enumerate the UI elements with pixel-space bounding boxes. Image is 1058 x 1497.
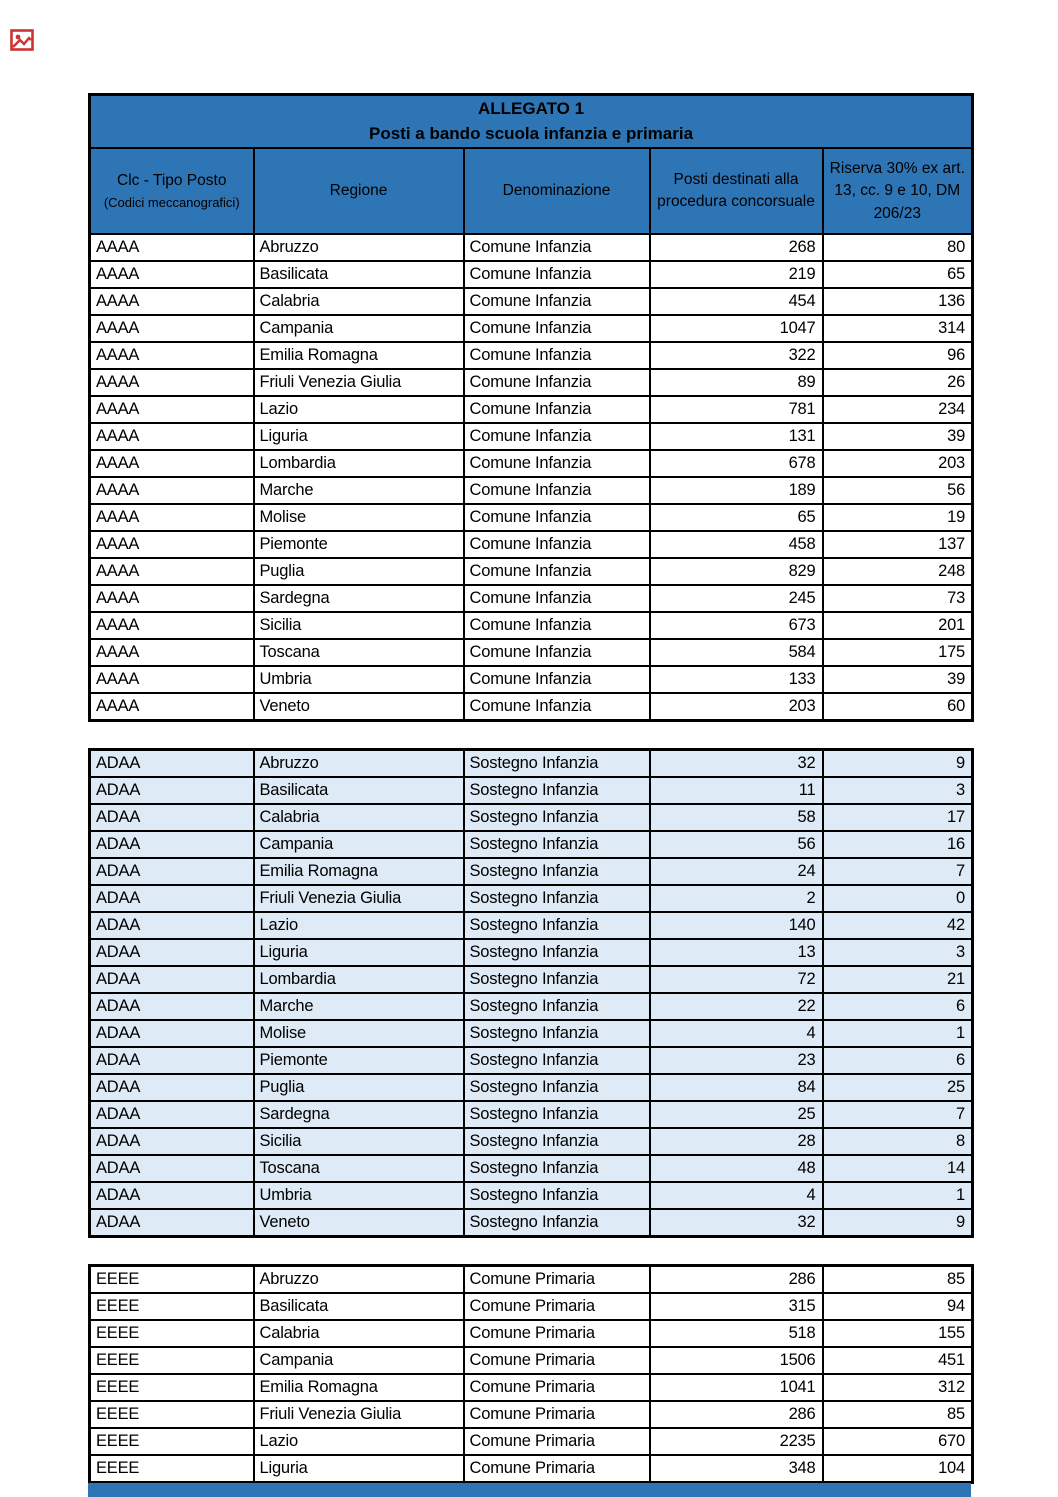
cell-tipo-posto: ADAA — [90, 1101, 254, 1128]
cell-posti: 286 — [650, 1401, 823, 1428]
table-row — [90, 1455, 973, 1483]
section-gap — [88, 1238, 971, 1264]
cell-denominazione: Comune Infanzia — [464, 342, 650, 369]
cell-regione: Abruzzo — [254, 750, 464, 778]
table-row — [90, 885, 973, 912]
cell-regione: Lombardia — [254, 450, 464, 477]
cell-denominazione: Sostegno Infanzia — [464, 1128, 650, 1155]
cell-riserva: 7 — [823, 858, 973, 885]
cell-tipo-posto: EEEE — [90, 1347, 254, 1374]
cell-posti: 4 — [650, 1182, 823, 1209]
cell-posti: 203 — [650, 693, 823, 721]
cell-denominazione: Sostegno Infanzia — [464, 750, 650, 778]
cell-tipo-posto: AAAA — [90, 369, 254, 396]
cell-tipo-posto: EEEE — [90, 1293, 254, 1320]
cell-denominazione: Comune Infanzia — [464, 504, 650, 531]
cell-tipo-posto: ADAA — [90, 1182, 254, 1209]
cell-riserva: 39 — [823, 423, 973, 450]
cell-posti: 23 — [650, 1047, 823, 1074]
cell-tipo-posto: AAAA — [90, 477, 254, 504]
column-header-tipo-posto-label: Clc - Tipo Posto — [117, 172, 227, 190]
cell-posti: 673 — [650, 612, 823, 639]
cell-regione: Piemonte — [254, 531, 464, 558]
cell-riserva: 96 — [823, 342, 973, 369]
cell-tipo-posto: ADAA — [90, 750, 254, 778]
cell-riserva: 248 — [823, 558, 973, 585]
cell-denominazione: Sostegno Infanzia — [464, 939, 650, 966]
cell-regione: Veneto — [254, 1209, 464, 1237]
cell-regione: Sicilia — [254, 612, 464, 639]
table-row — [90, 1155, 973, 1182]
cell-tipo-posto: ADAA — [90, 939, 254, 966]
cell-tipo-posto: EEEE — [90, 1428, 254, 1455]
table-row — [90, 1401, 973, 1428]
cell-posti: 189 — [650, 477, 823, 504]
cell-tipo-posto: AAAA — [90, 423, 254, 450]
cell-denominazione: Comune Primaria — [464, 1428, 650, 1455]
cell-riserva: 1 — [823, 1182, 973, 1209]
cell-riserva: 39 — [823, 666, 973, 693]
cell-posti: 133 — [650, 666, 823, 693]
cell-riserva: 451 — [823, 1347, 973, 1374]
table-row — [90, 639, 973, 666]
cell-tipo-posto: AAAA — [90, 693, 254, 721]
cell-denominazione: Comune Infanzia — [464, 585, 650, 612]
table-row — [90, 966, 973, 993]
column-header-posti: Posti destinati alla procedura concorsuale — [650, 148, 823, 234]
cell-regione: Molise — [254, 1020, 464, 1047]
table-row — [90, 1320, 973, 1347]
cell-regione: Lazio — [254, 396, 464, 423]
cell-regione: Toscana — [254, 639, 464, 666]
table-row — [90, 666, 973, 693]
cell-posti: 348 — [650, 1455, 823, 1483]
cell-denominazione: Sostegno Infanzia — [464, 912, 650, 939]
cell-regione: Friuli Venezia Giulia — [254, 369, 464, 396]
cell-regione: Lazio — [254, 912, 464, 939]
table-row — [90, 1182, 973, 1209]
cell-riserva: 94 — [823, 1293, 973, 1320]
cell-posti: 454 — [650, 288, 823, 315]
cell-denominazione: Sostegno Infanzia — [464, 1101, 650, 1128]
cell-posti: 58 — [650, 804, 823, 831]
column-header-riserva: Riserva 30% ex art. 13, cc. 9 e 10, DM 206/23 — [823, 148, 973, 234]
cell-posti: 322 — [650, 342, 823, 369]
cell-riserva: 0 — [823, 885, 973, 912]
cell-riserva: 56 — [823, 477, 973, 504]
cell-riserva: 203 — [823, 450, 973, 477]
cell-tipo-posto: AAAA — [90, 666, 254, 693]
cell-riserva: 314 — [823, 315, 973, 342]
table-row — [90, 477, 973, 504]
cell-denominazione: Sostegno Infanzia — [464, 1074, 650, 1101]
cell-tipo-posto: AAAA — [90, 531, 254, 558]
table-row — [90, 342, 973, 369]
table-row — [90, 504, 973, 531]
cell-regione: Basilicata — [254, 777, 464, 804]
cell-riserva: 65 — [823, 261, 973, 288]
table-row — [90, 1074, 973, 1101]
cell-posti: 25 — [650, 1101, 823, 1128]
cell-tipo-posto: ADAA — [90, 1209, 254, 1237]
table-row — [90, 1209, 973, 1237]
cell-riserva: 25 — [823, 1074, 973, 1101]
table-row — [90, 288, 973, 315]
cell-tipo-posto: AAAA — [90, 261, 254, 288]
cell-regione: Umbria — [254, 666, 464, 693]
cell-tipo-posto: ADAA — [90, 777, 254, 804]
cell-denominazione: Comune Infanzia — [464, 423, 650, 450]
cell-posti: 219 — [650, 261, 823, 288]
cell-tipo-posto: ADAA — [90, 885, 254, 912]
table-row — [90, 261, 973, 288]
cell-tipo-posto: ADAA — [90, 1047, 254, 1074]
cell-regione: Friuli Venezia Giulia — [254, 1401, 464, 1428]
cell-regione: Liguria — [254, 1455, 464, 1483]
cell-posti: 11 — [650, 777, 823, 804]
cell-regione: Lombardia — [254, 966, 464, 993]
table-row — [90, 1020, 973, 1047]
title-line-1: ALLEGATO 1 — [477, 99, 585, 118]
cell-denominazione: Comune Infanzia — [464, 477, 650, 504]
cell-denominazione: Sostegno Infanzia — [464, 1020, 650, 1047]
table-row — [90, 423, 973, 450]
cell-posti: 28 — [650, 1128, 823, 1155]
cell-tipo-posto: AAAA — [90, 450, 254, 477]
cell-regione: Basilicata — [254, 261, 464, 288]
table-row — [90, 693, 973, 721]
cell-regione: Calabria — [254, 288, 464, 315]
cell-regione: Campania — [254, 831, 464, 858]
cell-posti: 458 — [650, 531, 823, 558]
cell-regione: Calabria — [254, 1320, 464, 1347]
cell-posti: 268 — [650, 234, 823, 261]
cell-riserva: 21 — [823, 966, 973, 993]
cell-regione: Puglia — [254, 558, 464, 585]
cell-tipo-posto: EEEE — [90, 1320, 254, 1347]
cell-regione: Campania — [254, 315, 464, 342]
cell-posti: 1041 — [650, 1374, 823, 1401]
cell-posti: 72 — [650, 966, 823, 993]
cell-regione: Piemonte — [254, 1047, 464, 1074]
table-row — [90, 1374, 973, 1401]
cell-riserva: 16 — [823, 831, 973, 858]
cell-riserva: 3 — [823, 939, 973, 966]
cell-riserva: 19 — [823, 504, 973, 531]
cell-posti: 584 — [650, 639, 823, 666]
cell-denominazione: Comune Primaria — [464, 1455, 650, 1483]
cell-riserva: 6 — [823, 1047, 973, 1074]
cell-riserva: 175 — [823, 639, 973, 666]
cell-posti: 518 — [650, 1320, 823, 1347]
title-row — [90, 95, 973, 149]
cell-tipo-posto: ADAA — [90, 966, 254, 993]
cell-regione: Sicilia — [254, 1128, 464, 1155]
cell-riserva: 104 — [823, 1455, 973, 1483]
cell-riserva: 312 — [823, 1374, 973, 1401]
cell-denominazione: Comune Infanzia — [464, 666, 650, 693]
cell-tipo-posto: EEEE — [90, 1401, 254, 1428]
cell-denominazione: Comune Infanzia — [464, 558, 650, 585]
cell-regione: Friuli Venezia Giulia — [254, 885, 464, 912]
cell-regione: Abruzzo — [254, 1266, 464, 1294]
table-row — [90, 1428, 973, 1455]
cell-riserva: 8 — [823, 1128, 973, 1155]
cell-posti: 1506 — [650, 1347, 823, 1374]
next-page-header-edge — [88, 1481, 971, 1497]
table-row — [90, 369, 973, 396]
cell-riserva: 201 — [823, 612, 973, 639]
cell-posti: 22 — [650, 993, 823, 1020]
cell-denominazione: Comune Infanzia — [464, 693, 650, 721]
cell-denominazione: Comune Primaria — [464, 1374, 650, 1401]
cell-tipo-posto: AAAA — [90, 342, 254, 369]
cell-posti: 2235 — [650, 1428, 823, 1455]
cell-riserva: 1 — [823, 1020, 973, 1047]
table-row — [90, 558, 973, 585]
section-gap — [88, 722, 971, 748]
cell-riserva: 9 — [823, 1209, 973, 1237]
cell-posti: 1047 — [650, 315, 823, 342]
cell-tipo-posto: AAAA — [90, 585, 254, 612]
cell-posti: 65 — [650, 504, 823, 531]
column-header-regione: Regione — [254, 148, 464, 234]
cell-denominazione: Sostegno Infanzia — [464, 1047, 650, 1074]
cell-regione: Emilia Romagna — [254, 1374, 464, 1401]
table-row — [90, 1128, 973, 1155]
table-row — [90, 858, 973, 885]
cell-regione: Veneto — [254, 693, 464, 721]
table-row — [90, 831, 973, 858]
title-line-2: Posti a bando scuola infanzia e primaria — [369, 123, 694, 143]
cell-regione: Liguria — [254, 423, 464, 450]
cell-riserva: 60 — [823, 693, 973, 721]
table-section-adaa — [88, 748, 974, 1238]
cell-posti: 245 — [650, 585, 823, 612]
cell-denominazione: Comune Primaria — [464, 1266, 650, 1294]
cell-riserva: 155 — [823, 1320, 973, 1347]
cell-riserva: 26 — [823, 369, 973, 396]
column-header-row — [90, 148, 973, 234]
cell-tipo-posto: ADAA — [90, 858, 254, 885]
cell-riserva: 234 — [823, 396, 973, 423]
cell-tipo-posto: ADAA — [90, 1155, 254, 1182]
cell-riserva: 73 — [823, 585, 973, 612]
cell-regione: Abruzzo — [254, 234, 464, 261]
cell-riserva: 85 — [823, 1401, 973, 1428]
cell-denominazione: Comune Infanzia — [464, 396, 650, 423]
cell-denominazione: Comune Primaria — [464, 1293, 650, 1320]
cell-posti: 2 — [650, 885, 823, 912]
cell-tipo-posto: AAAA — [90, 504, 254, 531]
cell-riserva: 136 — [823, 288, 973, 315]
cell-riserva: 14 — [823, 1155, 973, 1182]
allegato-table — [88, 93, 971, 1491]
cell-denominazione: Comune Infanzia — [464, 288, 650, 315]
cell-denominazione: Sostegno Infanzia — [464, 993, 650, 1020]
cell-posti: 32 — [650, 750, 823, 778]
cell-posti: 131 — [650, 423, 823, 450]
cell-posti: 84 — [650, 1074, 823, 1101]
cell-denominazione: Comune Infanzia — [464, 315, 650, 342]
table-row — [90, 777, 973, 804]
cell-tipo-posto: AAAA — [90, 396, 254, 423]
cell-riserva: 80 — [823, 234, 973, 261]
cell-riserva: 85 — [823, 1266, 973, 1294]
cell-denominazione: Sostegno Infanzia — [464, 858, 650, 885]
table-row — [90, 1293, 973, 1320]
cell-posti: 32 — [650, 1209, 823, 1237]
cell-denominazione: Sostegno Infanzia — [464, 1155, 650, 1182]
document-title — [90, 95, 973, 149]
cell-regione: Umbria — [254, 1182, 464, 1209]
cell-riserva: 137 — [823, 531, 973, 558]
cell-tipo-posto: AAAA — [90, 288, 254, 315]
cell-denominazione: Comune Infanzia — [464, 531, 650, 558]
cell-tipo-posto: ADAA — [90, 1074, 254, 1101]
cell-tipo-posto: AAAA — [90, 639, 254, 666]
cell-denominazione: Comune Infanzia — [464, 639, 650, 666]
cell-denominazione: Comune Infanzia — [464, 261, 650, 288]
cell-tipo-posto: AAAA — [90, 558, 254, 585]
cell-posti: 781 — [650, 396, 823, 423]
cell-riserva: 9 — [823, 750, 973, 778]
cell-posti: 89 — [650, 369, 823, 396]
table-row — [90, 1101, 973, 1128]
cell-riserva: 7 — [823, 1101, 973, 1128]
table-row — [90, 585, 973, 612]
cell-regione: Molise — [254, 504, 464, 531]
cell-denominazione: Sostegno Infanzia — [464, 777, 650, 804]
table-row — [90, 939, 973, 966]
cell-tipo-posto: ADAA — [90, 912, 254, 939]
cell-tipo-posto: ADAA — [90, 1020, 254, 1047]
cell-tipo-posto: EEEE — [90, 1266, 254, 1294]
cell-denominazione: Comune Primaria — [464, 1347, 650, 1374]
cell-regione: Sardegna — [254, 585, 464, 612]
column-header-denominazione: Denominazione — [464, 148, 650, 234]
cell-posti: 48 — [650, 1155, 823, 1182]
cell-posti: 13 — [650, 939, 823, 966]
cell-tipo-posto: EEEE — [90, 1455, 254, 1483]
cell-tipo-posto: ADAA — [90, 831, 254, 858]
cell-denominazione: Sostegno Infanzia — [464, 885, 650, 912]
cell-denominazione: Comune Primaria — [464, 1320, 650, 1347]
cell-denominazione: Comune Primaria — [464, 1401, 650, 1428]
cell-posti: 24 — [650, 858, 823, 885]
column-header-tipo-posto — [90, 148, 254, 234]
table-row — [90, 993, 973, 1020]
table-row — [90, 450, 973, 477]
cell-regione: Sardegna — [254, 1101, 464, 1128]
table-row — [90, 1266, 973, 1294]
cell-denominazione: Comune Infanzia — [464, 450, 650, 477]
broken-image-icon — [10, 29, 34, 51]
cell-tipo-posto: EEEE — [90, 1374, 254, 1401]
cell-posti: 315 — [650, 1293, 823, 1320]
cell-denominazione: Sostegno Infanzia — [464, 1182, 650, 1209]
cell-posti: 829 — [650, 558, 823, 585]
table-row — [90, 1347, 973, 1374]
cell-regione: Liguria — [254, 939, 464, 966]
cell-regione: Calabria — [254, 804, 464, 831]
cell-posti: 286 — [650, 1266, 823, 1294]
cell-denominazione: Sostegno Infanzia — [464, 1209, 650, 1237]
table-section-aaaa — [88, 93, 974, 722]
cell-posti: 4 — [650, 1020, 823, 1047]
table-row — [90, 234, 973, 261]
cell-tipo-posto: AAAA — [90, 315, 254, 342]
cell-regione: Basilicata — [254, 1293, 464, 1320]
cell-tipo-posto: ADAA — [90, 804, 254, 831]
cell-riserva: 17 — [823, 804, 973, 831]
column-header-tipo-posto-sublabel: (Codici meccanografici) — [103, 194, 240, 210]
cell-denominazione: Sostegno Infanzia — [464, 966, 650, 993]
cell-regione: Toscana — [254, 1155, 464, 1182]
table-row — [90, 531, 973, 558]
cell-regione: Emilia Romagna — [254, 858, 464, 885]
cell-denominazione: Comune Infanzia — [464, 234, 650, 261]
cell-riserva: 3 — [823, 777, 973, 804]
cell-regione: Puglia — [254, 1074, 464, 1101]
table-row — [90, 612, 973, 639]
table-row — [90, 750, 973, 778]
cell-regione: Emilia Romagna — [254, 342, 464, 369]
table-section-eeee — [88, 1264, 974, 1484]
cell-denominazione: Comune Infanzia — [464, 612, 650, 639]
cell-tipo-posto: AAAA — [90, 612, 254, 639]
cell-regione: Lazio — [254, 1428, 464, 1455]
cell-denominazione: Sostegno Infanzia — [464, 804, 650, 831]
table-row — [90, 315, 973, 342]
table-row — [90, 804, 973, 831]
cell-regione: Campania — [254, 1347, 464, 1374]
cell-riserva: 6 — [823, 993, 973, 1020]
cell-regione: Marche — [254, 477, 464, 504]
cell-denominazione: Sostegno Infanzia — [464, 831, 650, 858]
table-row — [90, 1047, 973, 1074]
cell-denominazione: Comune Infanzia — [464, 369, 650, 396]
cell-riserva: 670 — [823, 1428, 973, 1455]
cell-posti: 678 — [650, 450, 823, 477]
table-row — [90, 912, 973, 939]
cell-regione: Marche — [254, 993, 464, 1020]
table-row — [90, 396, 973, 423]
cell-riserva: 42 — [823, 912, 973, 939]
cell-posti: 56 — [650, 831, 823, 858]
cell-tipo-posto: ADAA — [90, 1128, 254, 1155]
cell-posti: 140 — [650, 912, 823, 939]
cell-tipo-posto: AAAA — [90, 234, 254, 261]
cell-tipo-posto: ADAA — [90, 993, 254, 1020]
